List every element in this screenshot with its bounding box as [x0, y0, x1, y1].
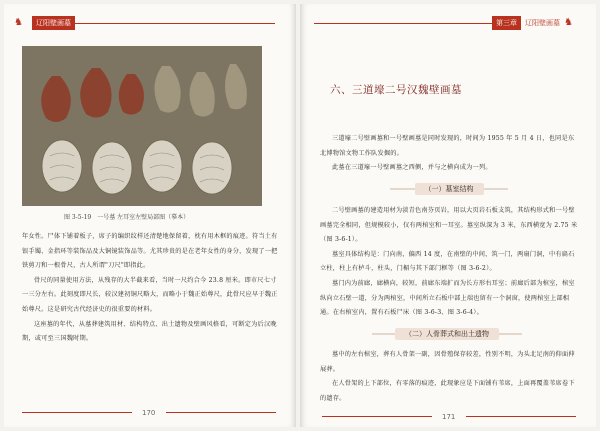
page-number: 171	[442, 413, 456, 421]
left-page	[4, 4, 296, 427]
mural-painting	[22, 46, 262, 206]
mural-figure	[22, 46, 262, 206]
paragraph: 在人骨架的上下部位，有零落的痕迹，此现象应是下面铺有苇席，上面再覆盖苇席卷下的遗存。	[320, 380, 575, 402]
left-header	[14, 16, 275, 30]
chariot-logo-icon: ♞	[564, 17, 573, 28]
subhead-label: （一）墓室结构	[415, 183, 484, 195]
subhead-structure	[390, 183, 508, 195]
left-header-title: 辽阳壁画墓	[32, 16, 75, 30]
section-title: 六、三道壕二号汉魏壁画墓	[330, 84, 462, 96]
footer-rule	[322, 416, 432, 417]
paragraph: 三道壕二号壁画墓和一号壁画墓是同时发现的，时间为 1955 年 5 月 4 日，也同是东北博物馆文物工作队发掘的。	[320, 135, 575, 157]
footer-rule	[166, 412, 276, 413]
paragraph: 此墓在三道壕一号壁画墓之西侧，并与之横向成为一列。	[332, 164, 492, 172]
remains-text	[320, 348, 578, 406]
header-rule	[75, 23, 275, 24]
paragraph: 骨尺的同量使用方法，从残存的大半截来看，当时一尺约合今 23.8 厘米。即市尺七寸一三分左右。此刻度即尺长，较汉建初铜尺略大，而略小于魏正始尊尺，此骨尺应早于魏正始尊尺。这是研究古代经济史的很重要的材料。	[22, 276, 278, 313]
footer-rule	[466, 416, 576, 417]
right-header	[314, 16, 582, 30]
left-body	[22, 230, 280, 347]
chariot-logo-icon: ♞	[14, 17, 23, 28]
figure-caption: 图 3-5-19 一号墓 左耳室左壁局部图（摹本）	[64, 214, 190, 221]
paragraph: 墓门内为前廊，廊横向，较短，前廊东端扩而为长方形右耳室；前廊后部为棺室，棺室纵向立石壁一道，分为两棺室，中间所立石板中部上端也留有一个洞窗，使两棺室上部相通。在右棺室内，置有石板尸床（图 3-6-3、图 3-6-4）。	[320, 279, 575, 317]
paragraph: 墓室具体结构是：门向南，偏西 14 度，在南壁的中间，筑一门，两扇门洞，中有扁石立柱，柱上有栌斗，柱头，门楣与其下部门框等（图 3-6-2）。	[320, 250, 575, 273]
structure-text	[320, 204, 578, 321]
paragraph: 墓中的左右棺室，葬有人骨架一副，因骨殖保存较差，性别不明，为头北足南的仰面伸展葬。	[320, 351, 575, 373]
intro-text	[320, 132, 578, 176]
right-header-title: 辽阳壁画墓	[521, 16, 564, 30]
header-rule	[314, 23, 492, 24]
footer-rule	[22, 412, 132, 413]
page-number: 170	[142, 409, 156, 417]
subhead-remains	[372, 328, 522, 340]
subhead-label: （二）人骨葬式和出土遗物	[395, 328, 499, 340]
chapter-label: 第三章	[492, 16, 521, 30]
paragraph: 二号壁画墓的建造用材为淡青色南芬页岩，用以大页岩石板支筑，其结构形式和一号壁画墓完全相同，但规模较小，仅有两棺室和一耳室。墓室纵深为 3 米，东西横宽为 2.75 米（图 3-6-1）。	[320, 207, 578, 244]
paragraph: 这座墓的年代，从墓葬建筑用材、结构特点、出土遗物及壁画风格看，可断定为后汉晚期，或可至三国魏时期。	[22, 320, 277, 343]
paragraph: 年女性。尸体下铺着板子，席子的编织纹样还清楚地保留着，枕有用木框的痕迹。符当土有银手镯、金指环等装饰品及大铜镜装饰品等。尤其珍贵的是在老年女性的身分，发现了一把铁剪刀和一根骨尺，古人所谓"刀尺"即指此。	[22, 233, 278, 270]
